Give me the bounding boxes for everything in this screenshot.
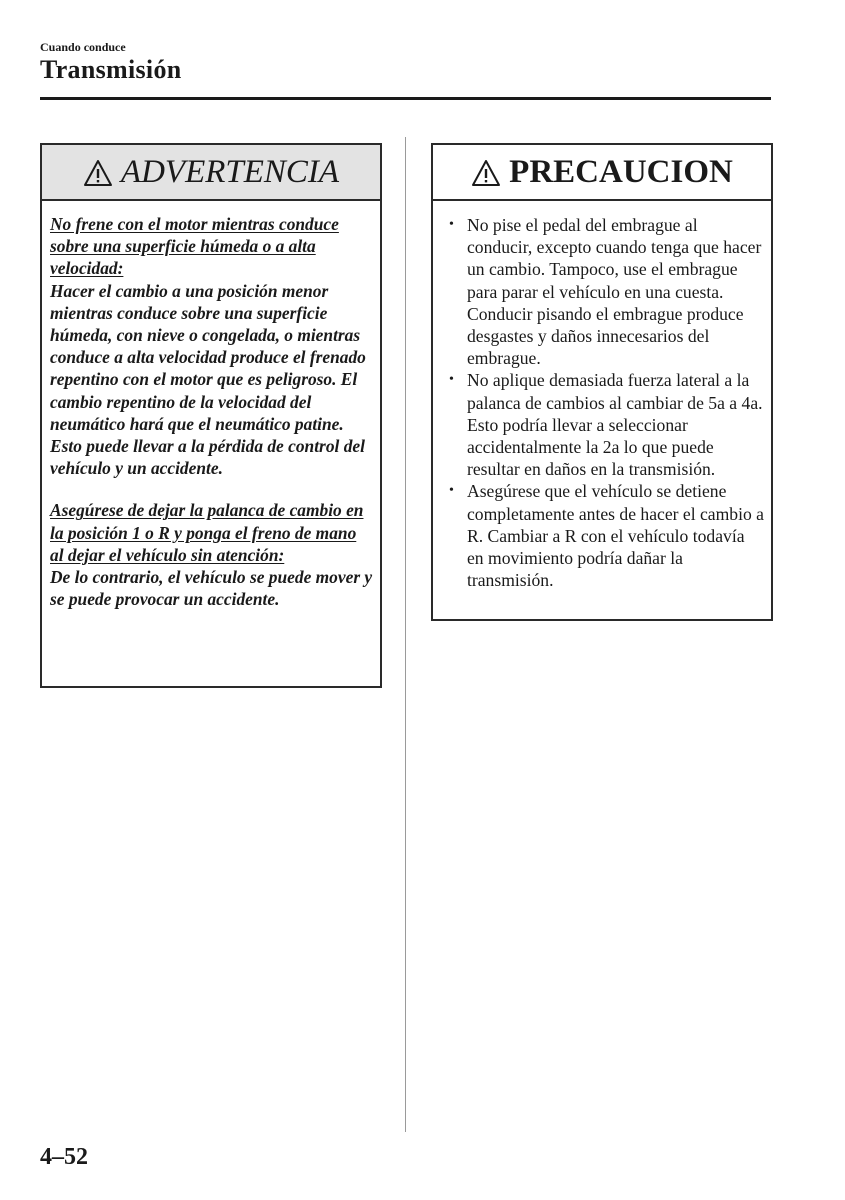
warning-block: [50, 499, 374, 610]
caution-heading: PRECAUCION: [509, 153, 733, 190]
warning-triangle-icon: [83, 158, 113, 188]
page-title: Transmisión: [40, 55, 182, 84]
caution-item-text: Asegúrese que el vehículo se detiene completamente antes de hacer el cambio a R. Cambiar a R con el vehículo todavía en movimiento podría dañar la transmisión.: [467, 481, 764, 591]
caution-item-text: No pise el pedal del embrague al conducir, excepto cuando tenga que hacer un cambio. Tampoco, use el embrague para parar el vehículo en una cuesta. Conducir pisando el embrague produce desgastes y daños innecesarios del embrague.: [467, 215, 762, 369]
warning-body: [42, 201, 380, 610]
page-number: 4–52: [40, 1144, 88, 1170]
warning-header: [42, 145, 380, 201]
bullet-marker: •: [449, 372, 454, 388]
warning-block: [50, 213, 374, 479]
caution-list-item: [447, 369, 765, 480]
bullet-marker: •: [449, 483, 454, 499]
warning-block-title: No frene con el motor mientras conduce sobre una superficie húmeda o a alta velocidad:: [50, 214, 339, 279]
warning-block-text: Hacer el cambio a una posición menor mientras conduce sobre una superficie húmeda, con nieve o congelada, o mientras conduce a alta velocidad produce el frenado repentino con el motor que es peligroso. El cambio repentino de la velocidad del neumático hará que el neumático patine. Esto puede llevar a la pérdida de control del vehículo y un accidente.: [50, 280, 366, 479]
bullet-marker: •: [449, 217, 454, 232]
caution-list-item: [447, 214, 765, 369]
header-rule: [40, 97, 771, 100]
caution-header: [433, 145, 771, 201]
warning-triangle-icon: [471, 158, 501, 188]
caution-box: [431, 143, 773, 621]
caution-item-text: No aplique demasiada fuerza lateral a la palanca de cambios al cambiar de 5a a 4a. Esto podría llevar a seleccionar accidentalmente la 2a lo que puede resultar en daños en la transmisión.: [467, 370, 763, 480]
warning-heading: ADVERTENCIA: [120, 153, 340, 190]
caution-body: [433, 201, 771, 591]
caution-list-item: [447, 480, 765, 591]
column-divider: [405, 137, 406, 1132]
section-label: Cuando conduce: [40, 40, 126, 54]
warning-block-title: Asegúrese de dejar la palanca de cambio en la posición 1 o R y ponga el freno de mano al dejar el vehículo sin atención:: [50, 500, 364, 565]
warning-block-text: De lo contrario, el vehículo se puede mover y se puede provocar un accidente.: [50, 567, 373, 610]
warning-box: [40, 143, 382, 688]
